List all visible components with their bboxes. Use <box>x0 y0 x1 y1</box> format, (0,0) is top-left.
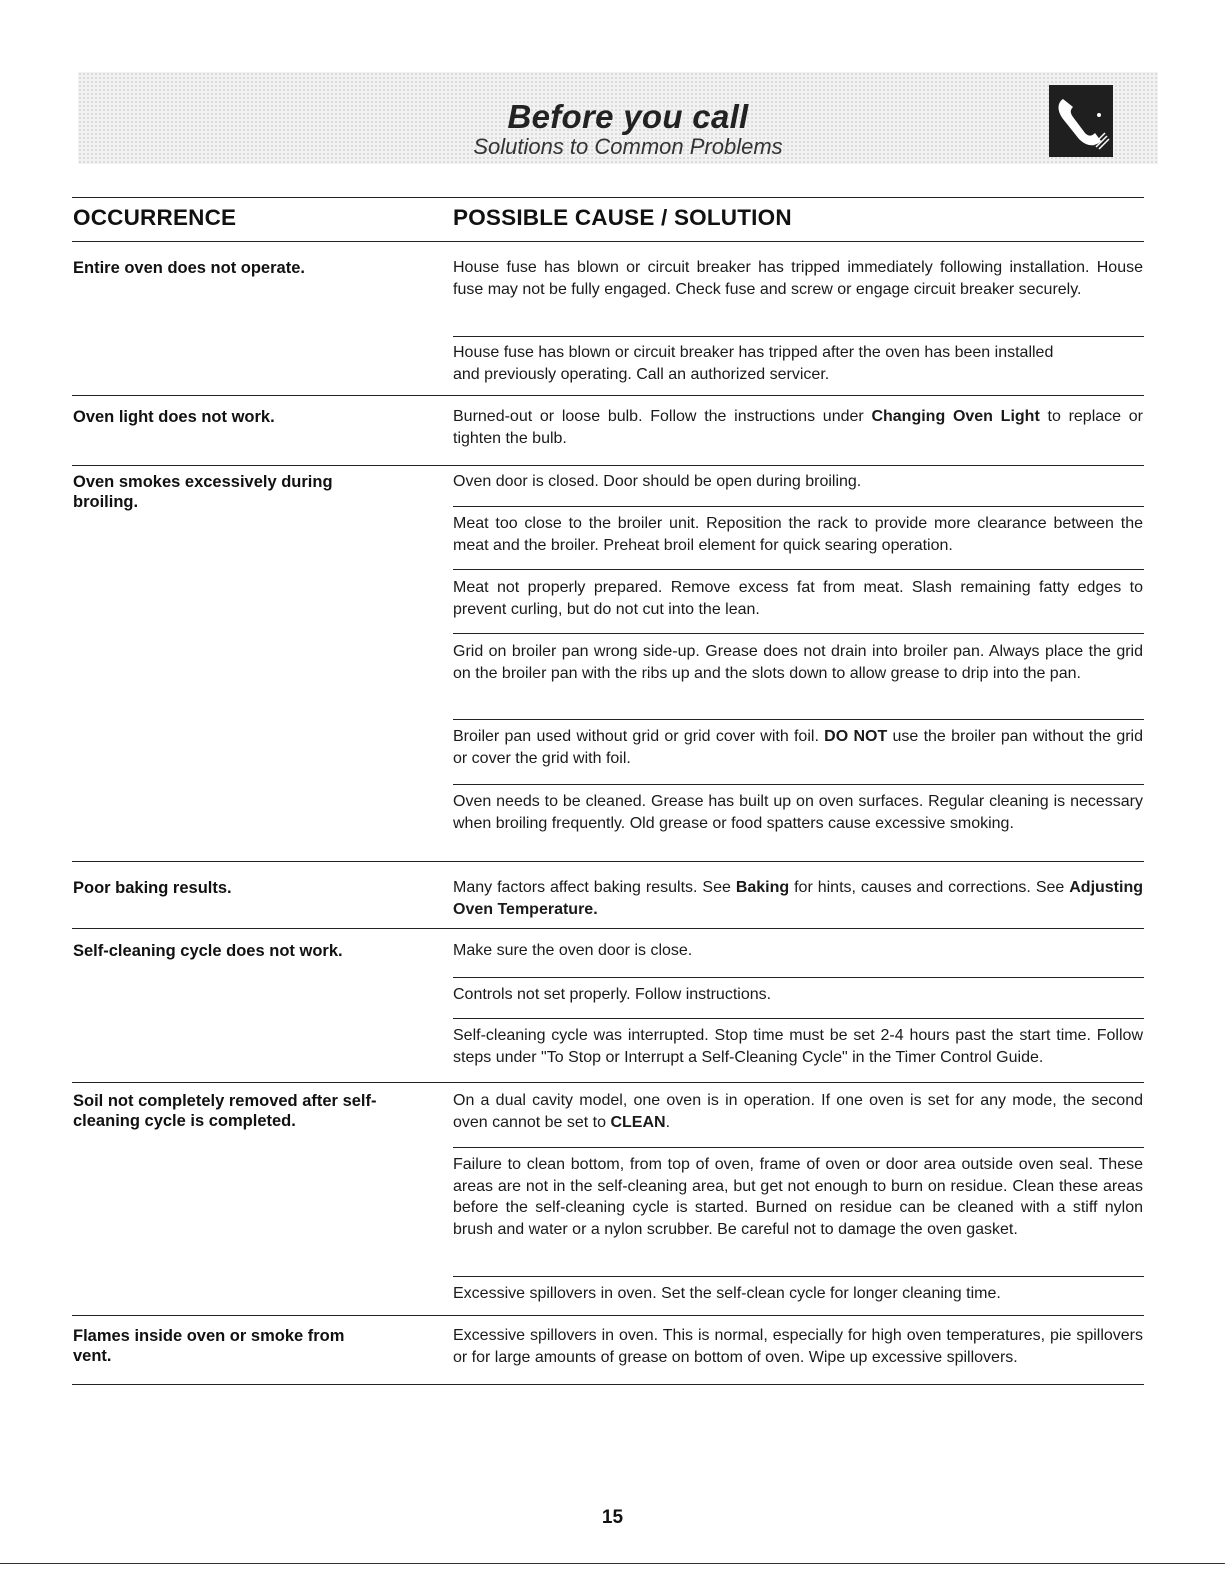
occurrence-entire-oven: Entire oven does not operate. <box>73 259 305 277</box>
header-banner <box>78 72 1158 164</box>
solution-text: On a dual cavity model, one oven is in operation. If one oven is set for any mode, the second oven cannot be set to CLEAN. <box>453 1092 1143 1131</box>
solution-text: Oven needs to be cleaned. Grease has built up on oven surfaces. Regular cleaning is necessary when broiling frequently. Old grease or food spatters cause excessive smoking. <box>453 793 1143 832</box>
divider <box>0 1563 1225 1564</box>
occurrence-poor-baking: Poor baking results. <box>73 879 232 897</box>
occurrence-flames-inside: Flames inside oven or smoke from vent. <box>73 1327 345 1365</box>
column-header-cause: POSSIBLE CAUSE / SOLUTION <box>453 205 792 230</box>
solution-text: Broiler pan used without grid or grid cover with foil. DO NOT use the broiler pan without the grid or cover the grid with foil. <box>453 728 1143 767</box>
solution-text: Controls not set properly. Follow instructions. <box>453 986 772 1003</box>
divider <box>453 569 1144 570</box>
divider <box>453 719 1144 720</box>
solution-text: Failure to clean bottom, from top of oven, frame of oven or door area outside oven seal. These areas are not in the self-cleaning area, but get not enough to burn on residue. Clean these areas before the self-cleaning cycle is started. Burned on residue can be cleaned with a stiff nylon brush and water or a nylon scrubber. Be careful not to damage the oven gasket. <box>453 1156 1143 1238</box>
divider <box>72 1082 1144 1083</box>
occurrence-oven-light: Oven light does not work. <box>73 408 275 426</box>
solution-text: Burned-out or loose bulb. Follow the instructions under Changing Oven Light to replace or tighten the bulb. <box>453 408 1144 447</box>
page-number: 15 <box>601 1507 624 1528</box>
solution-text: Meat too close to the broiler unit. Reposition the rack to provide more clearance between the meat and the broiler. Preheat broil element for quick searing operation. <box>453 515 1143 554</box>
divider <box>72 1384 1144 1385</box>
divider <box>72 395 1144 396</box>
divider <box>72 928 1144 929</box>
divider <box>453 336 1144 337</box>
page-subtitle: Solutions to Common Problems <box>473 134 783 159</box>
telephone-icon <box>1049 85 1113 157</box>
solution-text: House fuse has blown or circuit breaker has tripped immediately following installation. House fuse may not be fully engaged. Check fuse and screw or engage circuit breaker securely. <box>453 259 1143 298</box>
column-header-occurrence: OCCURRENCE <box>73 205 237 230</box>
solution-text: House fuse has blown or circuit breaker has tripped after the oven has been installed and previously operating. Call an authorized servicer. <box>453 344 1054 383</box>
divider <box>72 465 1144 466</box>
divider <box>72 197 1144 198</box>
solution-text: Oven door is closed. Door should be open during broiling. <box>453 473 862 490</box>
divider <box>453 977 1144 978</box>
divider <box>453 1018 1144 1019</box>
solution-text: Many factors affect baking results. See Baking for hints, causes and corrections. See Adjusting Oven Temperature. <box>453 879 1143 918</box>
divider <box>72 241 1144 242</box>
divider <box>453 1147 1144 1148</box>
solution-text: Excessive spillovers in oven. This is normal, especially for high oven temperatures, pie spillovers or for large amounts of grease on bottom of oven. Wipe up excessive spillovers. <box>453 1327 1143 1366</box>
divider <box>453 784 1144 785</box>
solution-text: Self-cleaning cycle was interrupted. Stop time must be set 2-4 hours past the start time. Follow steps under "To Stop or Interrupt a Self-Cleaning Cycle" in the Timer Control Guide. <box>453 1027 1143 1066</box>
occurrence-oven-smokes: Oven smokes excessively during broiling. <box>73 473 333 511</box>
occurrence-self-cleaning: Self-cleaning cycle does not work. <box>73 942 343 960</box>
solution-text: Meat not properly prepared. Remove excess fat from meat. Slash remaining fatty edges to prevent curling, but do not cut into the lean. <box>453 579 1143 618</box>
divider <box>453 633 1144 634</box>
divider <box>453 1276 1144 1277</box>
solution-text: Excessive spillovers in oven. Set the self-clean cycle for longer cleaning time. <box>453 1285 1001 1302</box>
divider <box>453 506 1144 507</box>
divider <box>72 861 1144 862</box>
page-title: Before you call <box>507 98 749 135</box>
solution-text: Grid on broiler pan wrong side-up. Grease does not drain into broiler pan. Always place the grid on the broiler pan with the ribs up and the slots down to allow grease to drip into the pan. <box>453 643 1143 682</box>
occurrence-soil-not-removed: Soil not completely removed after self-cleaning cycle is completed. <box>73 1092 377 1130</box>
solution-text: Make sure the oven door is close. <box>453 942 693 959</box>
divider <box>72 1315 1144 1316</box>
